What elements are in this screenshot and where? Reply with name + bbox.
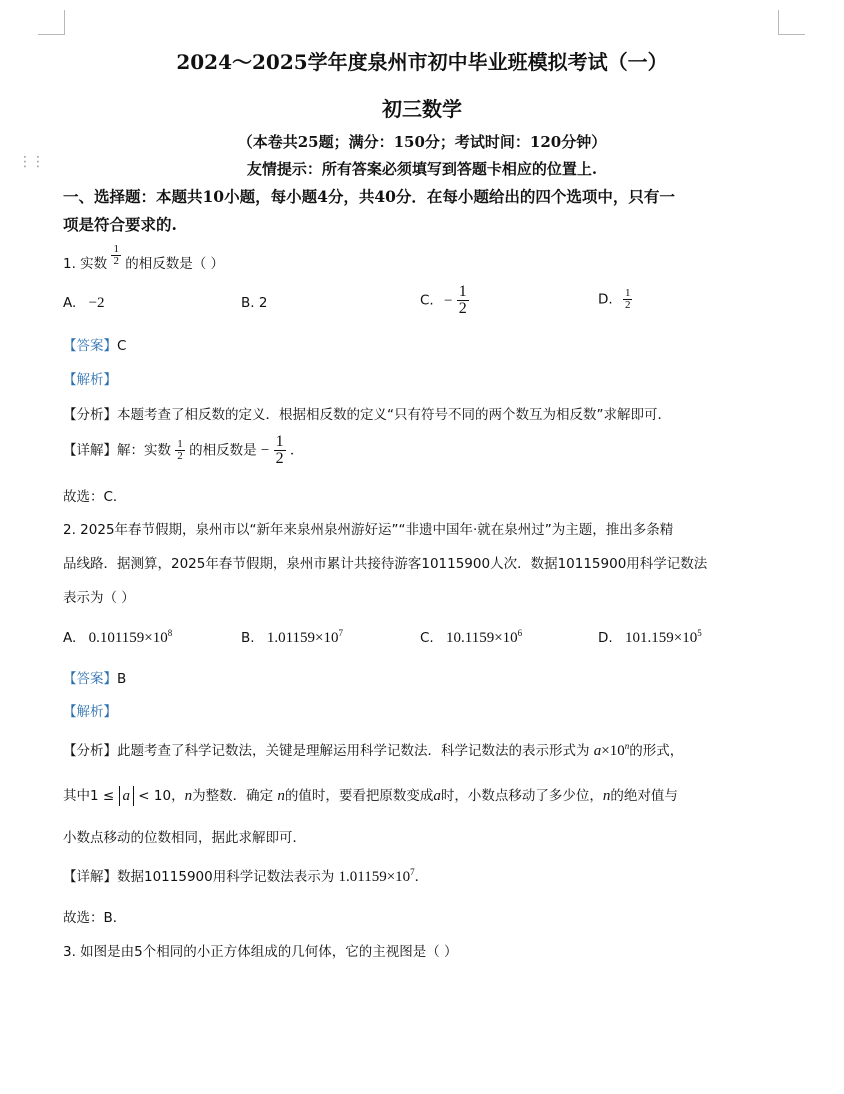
q2-fenxi2-mid2: 为整数．确定 bbox=[192, 788, 274, 804]
q1-fenxi-tag: 【分析】 bbox=[63, 407, 117, 423]
q2-option-a-value bbox=[89, 630, 173, 646]
exam-info: （本卷共25题；满分：150分；考试时间：120分钟） bbox=[237, 133, 607, 151]
q1-fraction-numerator: 1 bbox=[113, 243, 119, 255]
q2-fenxi2-a2: a bbox=[433, 788, 441, 804]
q2-fenxi1-times-ten: ×10 bbox=[601, 743, 625, 759]
q2-option-b[interactable] bbox=[241, 628, 343, 647]
q1-option-b-label: B. bbox=[241, 295, 255, 311]
q2-conclusion: 故选：B． bbox=[63, 910, 127, 926]
q2-fenxi2-mid3: 的值时，要看把原数变成 bbox=[284, 788, 434, 804]
q2-option-c-base: 10.1159×10 bbox=[446, 630, 518, 646]
q2-fenxi2-n3: n bbox=[602, 788, 611, 804]
q2-fenxi2-abs-a: a bbox=[119, 786, 135, 806]
q1-xiangjie-denominator: 2 bbox=[177, 450, 183, 462]
q2-xiangjie-base: 1.01159×10 bbox=[338, 869, 411, 885]
q1-answer bbox=[63, 334, 126, 354]
q1-xiangjie-tag: 【详解】 bbox=[63, 442, 117, 459]
exam-tip: 友情提示：所有答案必须填写到答题卡相应的位置上. bbox=[246, 160, 598, 178]
q1-option-d-fraction bbox=[623, 288, 633, 311]
q1-xiangjie-sign: − bbox=[260, 442, 270, 459]
q2-answer bbox=[63, 667, 126, 687]
q1-option-d[interactable] bbox=[598, 288, 632, 311]
q1-answer-value: C bbox=[117, 338, 127, 354]
q2-option-a-base: 0.101159×10 bbox=[88, 630, 168, 646]
page-corner-top-right bbox=[778, 10, 805, 35]
q2-fenxi1-n: n bbox=[624, 741, 630, 751]
q2-option-c-value bbox=[446, 630, 522, 646]
drag-handle-icon[interactable]: ⋮⋮ bbox=[18, 154, 44, 170]
q2-option-d-base: 101.159×10 bbox=[624, 630, 698, 646]
q1-option-c-fraction bbox=[457, 284, 469, 317]
q1-xiangjie-result-fraction bbox=[274, 434, 286, 467]
q1-option-c[interactable] bbox=[420, 284, 469, 317]
q1-xiangjie-middle: 的相反数是 bbox=[189, 442, 257, 459]
q2-option-d-value bbox=[625, 630, 702, 646]
q2-xiangjie-prefix: 数据10115900用科学记数法表示为 bbox=[117, 869, 335, 885]
q2-fenxi2-n1: n bbox=[184, 788, 193, 804]
q2-answer-value: B bbox=[117, 671, 127, 687]
q1-option-a[interactable] bbox=[63, 295, 105, 312]
q2-xiangjie-value bbox=[339, 869, 415, 885]
q1-xiangjie-prefix: 解：实数 bbox=[117, 442, 171, 459]
exam-subject: 初三数学 bbox=[382, 97, 462, 121]
q1-option-d-numerator: 1 bbox=[624, 287, 631, 299]
q2-fenxi-line2 bbox=[63, 784, 678, 806]
q2-option-d-label: D. bbox=[598, 630, 613, 646]
q2-option-c-label: C. bbox=[420, 630, 434, 646]
q1-answer-tag: 【答案】 bbox=[63, 338, 117, 354]
exam-title: 2024～2025学年度泉州市初中毕业班模拟考试（一） bbox=[176, 50, 668, 74]
q1-option-c-sign: − bbox=[444, 292, 453, 309]
q2-option-b-exponent: 7 bbox=[338, 628, 344, 638]
q2-fenxi-tag: 【分析】 bbox=[63, 743, 117, 759]
q1-option-c-numerator: 1 bbox=[458, 283, 467, 300]
q1-xiangjie-result-denominator: 2 bbox=[275, 450, 284, 467]
q2-analysis-tag: 【解析】 bbox=[63, 704, 117, 720]
section-heading-line2: 项是符合要求的. bbox=[63, 215, 177, 234]
question-2-line2: 品线路．据测算，2025年春节假期，泉州市累计共接待游客10115900人次．数据10115900用科学记数法 bbox=[63, 556, 708, 572]
q2-xiangjie bbox=[63, 865, 428, 886]
q2-option-a[interactable] bbox=[63, 628, 172, 647]
q2-fenxi-line1 bbox=[63, 739, 683, 760]
q2-fenxi-line3: 小数点移动的位数相同，据此求解即可． bbox=[63, 830, 306, 846]
q2-fenxi1-prefix: 此题考查了科学记数法，关键是理解运用科学记数法．科学记数法的表示形式为 bbox=[117, 743, 590, 759]
q2-xiangjie-end: ． bbox=[414, 869, 429, 885]
q2-option-c[interactable] bbox=[420, 628, 522, 647]
q1-analysis-tag: 【解析】 bbox=[63, 372, 117, 388]
q1-xiangjie-fraction bbox=[175, 439, 185, 462]
q2-fenxi2-prefix: 其中1 ≤ bbox=[63, 788, 115, 804]
q1-stem-suffix: 的相反数是（ ） bbox=[125, 256, 225, 272]
q2-option-c-exponent: 6 bbox=[517, 628, 523, 638]
q1-xiangjie-numerator: 1 bbox=[177, 438, 183, 450]
q1-xiangjie-result-numerator: 1 bbox=[275, 433, 284, 450]
q1-option-b[interactable] bbox=[241, 295, 267, 311]
q1-option-d-denominator: 2 bbox=[624, 299, 631, 311]
question-1-stem bbox=[63, 244, 224, 272]
q1-fraction-denominator: 2 bbox=[113, 255, 119, 267]
question-2-line1: 2. 2025年春节假期，泉州市以“新年来泉州泉州游好运”“非遗中国年·就在泉州过”为主题，推出多条精 bbox=[63, 522, 674, 538]
q2-option-a-label: A. bbox=[63, 630, 77, 646]
q1-option-c-label: C. bbox=[420, 292, 434, 309]
q1-xiangjie-end: ． bbox=[289, 442, 304, 459]
q2-fenxi2-n2: n bbox=[277, 788, 285, 804]
q2-xiangjie-tag: 【详解】 bbox=[63, 869, 117, 885]
q1-option-a-label: A. bbox=[63, 295, 77, 311]
q2-option-a-exponent: 8 bbox=[167, 628, 173, 638]
q2-fenxi2-end: 的绝对值与 bbox=[610, 788, 678, 804]
q2-option-b-label: B. bbox=[241, 630, 255, 646]
q1-fenxi-text: 本题考查了相反数的定义．根据相反数的定义“只有符号不同的两个数互为相反数”求解即可． bbox=[117, 407, 671, 423]
question-3-stem: 3. 如图是由5个相同的小正方体组成的几何体，它的主视图是（ ） bbox=[63, 944, 458, 960]
section-heading-line1: 一、选择题：本题共10小题，每小题4分，共40分．在每小题给出的四个选项中，只有一 bbox=[63, 187, 675, 206]
q1-fenxi bbox=[63, 403, 671, 423]
q2-fenxi1-formula bbox=[594, 743, 629, 759]
question-2-line3: 表示为（ ） bbox=[63, 590, 135, 606]
q2-fenxi1-a: a bbox=[593, 743, 602, 759]
q2-option-d-exponent: 5 bbox=[697, 628, 702, 638]
q2-fenxi2-mid1: < 10， bbox=[138, 788, 185, 804]
q1-option-b-value: 2 bbox=[258, 295, 268, 311]
q1-fraction bbox=[111, 244, 121, 267]
page-corner-top-left bbox=[38, 10, 65, 35]
q2-xiangjie-exponent: 7 bbox=[410, 867, 415, 877]
q1-stem-prefix: 1. 实数 bbox=[63, 256, 108, 272]
q2-option-b-base: 1.01159×10 bbox=[266, 630, 339, 646]
q2-answer-tag: 【答案】 bbox=[63, 671, 117, 687]
q2-fenxi2-mid4: 时，小数点移动了多少位， bbox=[440, 788, 603, 804]
q2-option-b-value bbox=[267, 630, 343, 646]
q1-option-a-value: −2 bbox=[88, 295, 105, 311]
q1-conclusion: 故选：C． bbox=[63, 489, 127, 505]
q1-xiangjie bbox=[63, 434, 303, 467]
q2-fenxi1-suffix: 的形式， bbox=[629, 743, 684, 759]
q1-option-c-denominator: 2 bbox=[458, 300, 467, 317]
q2-option-d[interactable] bbox=[598, 628, 702, 647]
q1-option-d-label: D. bbox=[598, 291, 613, 308]
